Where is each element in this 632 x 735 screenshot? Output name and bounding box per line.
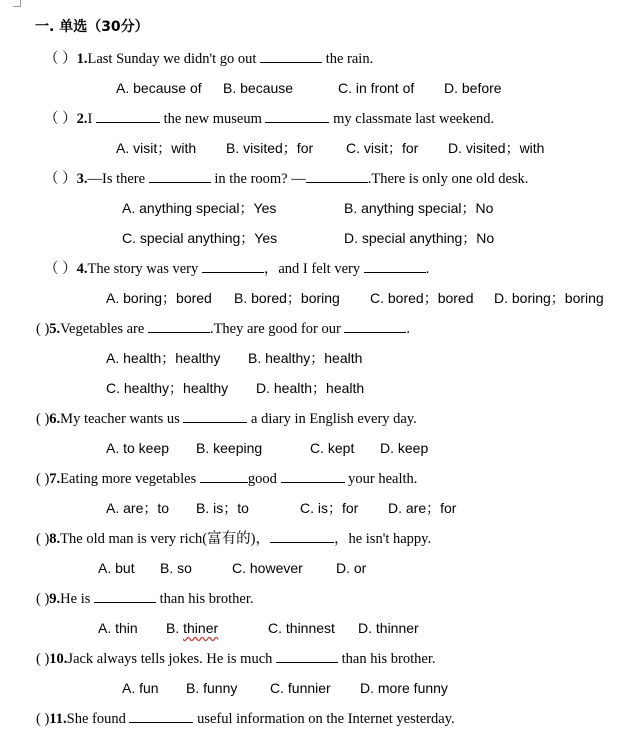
- option-b[interactable]: B. keeping: [196, 440, 263, 456]
- option-b[interactable]: B. anything special；No: [344, 200, 494, 216]
- question-text: Vegetables are: [60, 321, 148, 337]
- option-a[interactable]: A. fun: [122, 680, 159, 696]
- question-text: She found: [66, 711, 130, 727]
- question-number: 9.: [49, 591, 61, 607]
- answer-blank[interactable]: [281, 469, 345, 483]
- answer-paren: ( ): [36, 591, 50, 607]
- question-4: [44, 259, 429, 277]
- question-9: [36, 589, 253, 607]
- answer-paren: ( ): [36, 411, 50, 427]
- option-c[interactable]: C. in front of: [338, 80, 415, 96]
- question-number: 11.: [49, 711, 67, 727]
- question-number: 1.: [76, 51, 88, 67]
- question-text: good: [247, 471, 281, 487]
- question-text: in the room? —: [210, 171, 306, 187]
- question-1: [44, 49, 373, 67]
- question-text: .: [406, 321, 411, 337]
- question-number: 4.: [76, 261, 88, 277]
- option-c[interactable]: C. kept: [310, 440, 355, 456]
- question-number: 6.: [49, 411, 61, 427]
- option-a[interactable]: A. are；to: [106, 500, 170, 516]
- question-text: than his brother.: [338, 651, 436, 667]
- question-text: Jack always tells jokes. He is much: [67, 651, 277, 667]
- answer-blank[interactable]: [344, 319, 406, 333]
- answer-blank[interactable]: [200, 469, 248, 483]
- question-text: Last Sunday we didn't go out: [87, 51, 261, 67]
- question-text: ，and I felt very: [263, 261, 364, 277]
- question-number: 3.: [76, 171, 88, 187]
- option-letter: B.: [166, 620, 184, 636]
- option-b[interactable]: B. is；to: [196, 500, 249, 516]
- option-d[interactable]: D. visited；with: [448, 140, 545, 156]
- question-text: My teacher wants us: [60, 411, 184, 427]
- answer-paren: ( ): [36, 651, 50, 667]
- option-c[interactable]: C. bored；bored: [370, 290, 474, 306]
- option-b[interactable]: B. bored；boring: [234, 290, 340, 306]
- answer-blank[interactable]: [270, 529, 334, 543]
- option-a[interactable]: A. because of: [116, 80, 202, 96]
- option-d[interactable]: D. before: [444, 80, 502, 96]
- option-d[interactable]: D. keep: [380, 440, 429, 456]
- option-d[interactable]: D. thinner: [358, 620, 419, 636]
- question-2: [44, 109, 494, 127]
- question-number: 5.: [49, 321, 61, 337]
- question-text: Eating more vegetables: [60, 471, 200, 487]
- option-b[interactable]: B. visited；for: [226, 140, 314, 156]
- option-c[interactable]: C. special anything；Yes: [122, 230, 278, 246]
- answer-paren: ( ): [36, 711, 50, 727]
- spelling-flag-word: thiner: [183, 620, 219, 636]
- question-text: I: [87, 111, 96, 127]
- question-6: [36, 409, 417, 427]
- answer-blank[interactable]: [202, 259, 264, 273]
- answer-blank[interactable]: [364, 259, 426, 273]
- question-text: than his brother.: [156, 591, 254, 607]
- option-a[interactable]: A. visit；with: [116, 140, 197, 156]
- option-b[interactable]: [166, 619, 218, 637]
- question-3: [44, 169, 528, 187]
- question-7: [36, 469, 417, 487]
- option-c[interactable]: C. thinnest: [268, 620, 335, 636]
- answer-blank[interactable]: [96, 109, 160, 123]
- question-text: —Is there: [87, 171, 149, 187]
- answer-blank[interactable]: [183, 409, 247, 423]
- option-c[interactable]: C. however: [232, 560, 303, 576]
- answer-paren: （ ）: [44, 51, 77, 67]
- page-corner-mark: [13, 0, 21, 7]
- option-d[interactable]: D. special anything；No: [344, 230, 495, 246]
- option-d[interactable]: D. or: [336, 560, 367, 576]
- option-c[interactable]: C. funnier: [270, 680, 331, 696]
- answer-blank[interactable]: [94, 589, 156, 603]
- question-text: The story was very: [87, 261, 202, 277]
- option-d[interactable]: D. are；for: [388, 500, 457, 516]
- answer-blank[interactable]: [265, 109, 329, 123]
- question-number: 7.: [49, 471, 61, 487]
- option-a[interactable]: A. but: [98, 560, 135, 576]
- answer-blank[interactable]: [148, 319, 210, 333]
- option-b[interactable]: B. healthy；health: [248, 350, 363, 366]
- option-a[interactable]: A. boring；bored: [106, 290, 212, 306]
- answer-blank[interactable]: [260, 49, 322, 63]
- answer-paren: ( ): [36, 321, 50, 337]
- question-text: He is: [60, 591, 95, 607]
- question-text: The old man is very rich(富有的)，: [60, 531, 270, 547]
- option-d[interactable]: D. health；health: [256, 380, 365, 396]
- question-number: 10.: [49, 651, 68, 667]
- question-11: [36, 709, 455, 727]
- question-text: .There is only one old desk.: [367, 171, 529, 187]
- question-number: 2.: [76, 111, 88, 127]
- question-number: 8.: [49, 531, 61, 547]
- option-d[interactable]: D. more funny: [360, 680, 448, 696]
- answer-paren: ( ): [36, 531, 50, 547]
- answer-blank[interactable]: [276, 649, 338, 663]
- option-a[interactable]: A. anything special；Yes: [122, 200, 277, 216]
- option-c[interactable]: C. visit；for: [346, 140, 419, 156]
- option-c[interactable]: C. is；for: [300, 500, 359, 516]
- option-c[interactable]: C. healthy；healthy: [106, 380, 229, 396]
- option-a[interactable]: A. health；healthy: [106, 350, 221, 366]
- answer-paren: ( ): [36, 471, 50, 487]
- question-text: .They are good for our: [209, 321, 345, 337]
- question-text: your health.: [344, 471, 418, 487]
- question-text: my classmate last weekend.: [329, 111, 495, 127]
- question-text: ，he isn't happy.: [333, 531, 432, 547]
- answer-paren: （ ）: [44, 171, 77, 187]
- option-b[interactable]: B. so: [160, 560, 192, 576]
- option-b[interactable]: B. funny: [186, 680, 238, 696]
- question-text: the new museum: [159, 111, 266, 127]
- option-d[interactable]: D. boring；boring: [494, 290, 604, 306]
- answer-blank[interactable]: [306, 169, 368, 183]
- answer-blank[interactable]: [149, 169, 211, 183]
- question-text: useful information on the Internet yesterday.: [193, 711, 455, 727]
- question-text: a diary in English every day.: [247, 411, 417, 427]
- answer-paren: （ ）: [44, 111, 77, 127]
- question-text: the rain.: [322, 51, 374, 67]
- option-a[interactable]: A. to keep: [106, 440, 170, 456]
- question-10: [36, 649, 435, 667]
- option-a[interactable]: A. thin: [98, 620, 138, 636]
- question-5: [36, 319, 410, 337]
- question-8: [36, 529, 431, 547]
- answer-blank[interactable]: [129, 709, 193, 723]
- option-b[interactable]: B. because: [223, 80, 294, 96]
- answer-paren: （ ）: [44, 261, 77, 277]
- question-text: .: [425, 261, 430, 277]
- section-title: 一. 单选（30分）: [35, 19, 149, 35]
